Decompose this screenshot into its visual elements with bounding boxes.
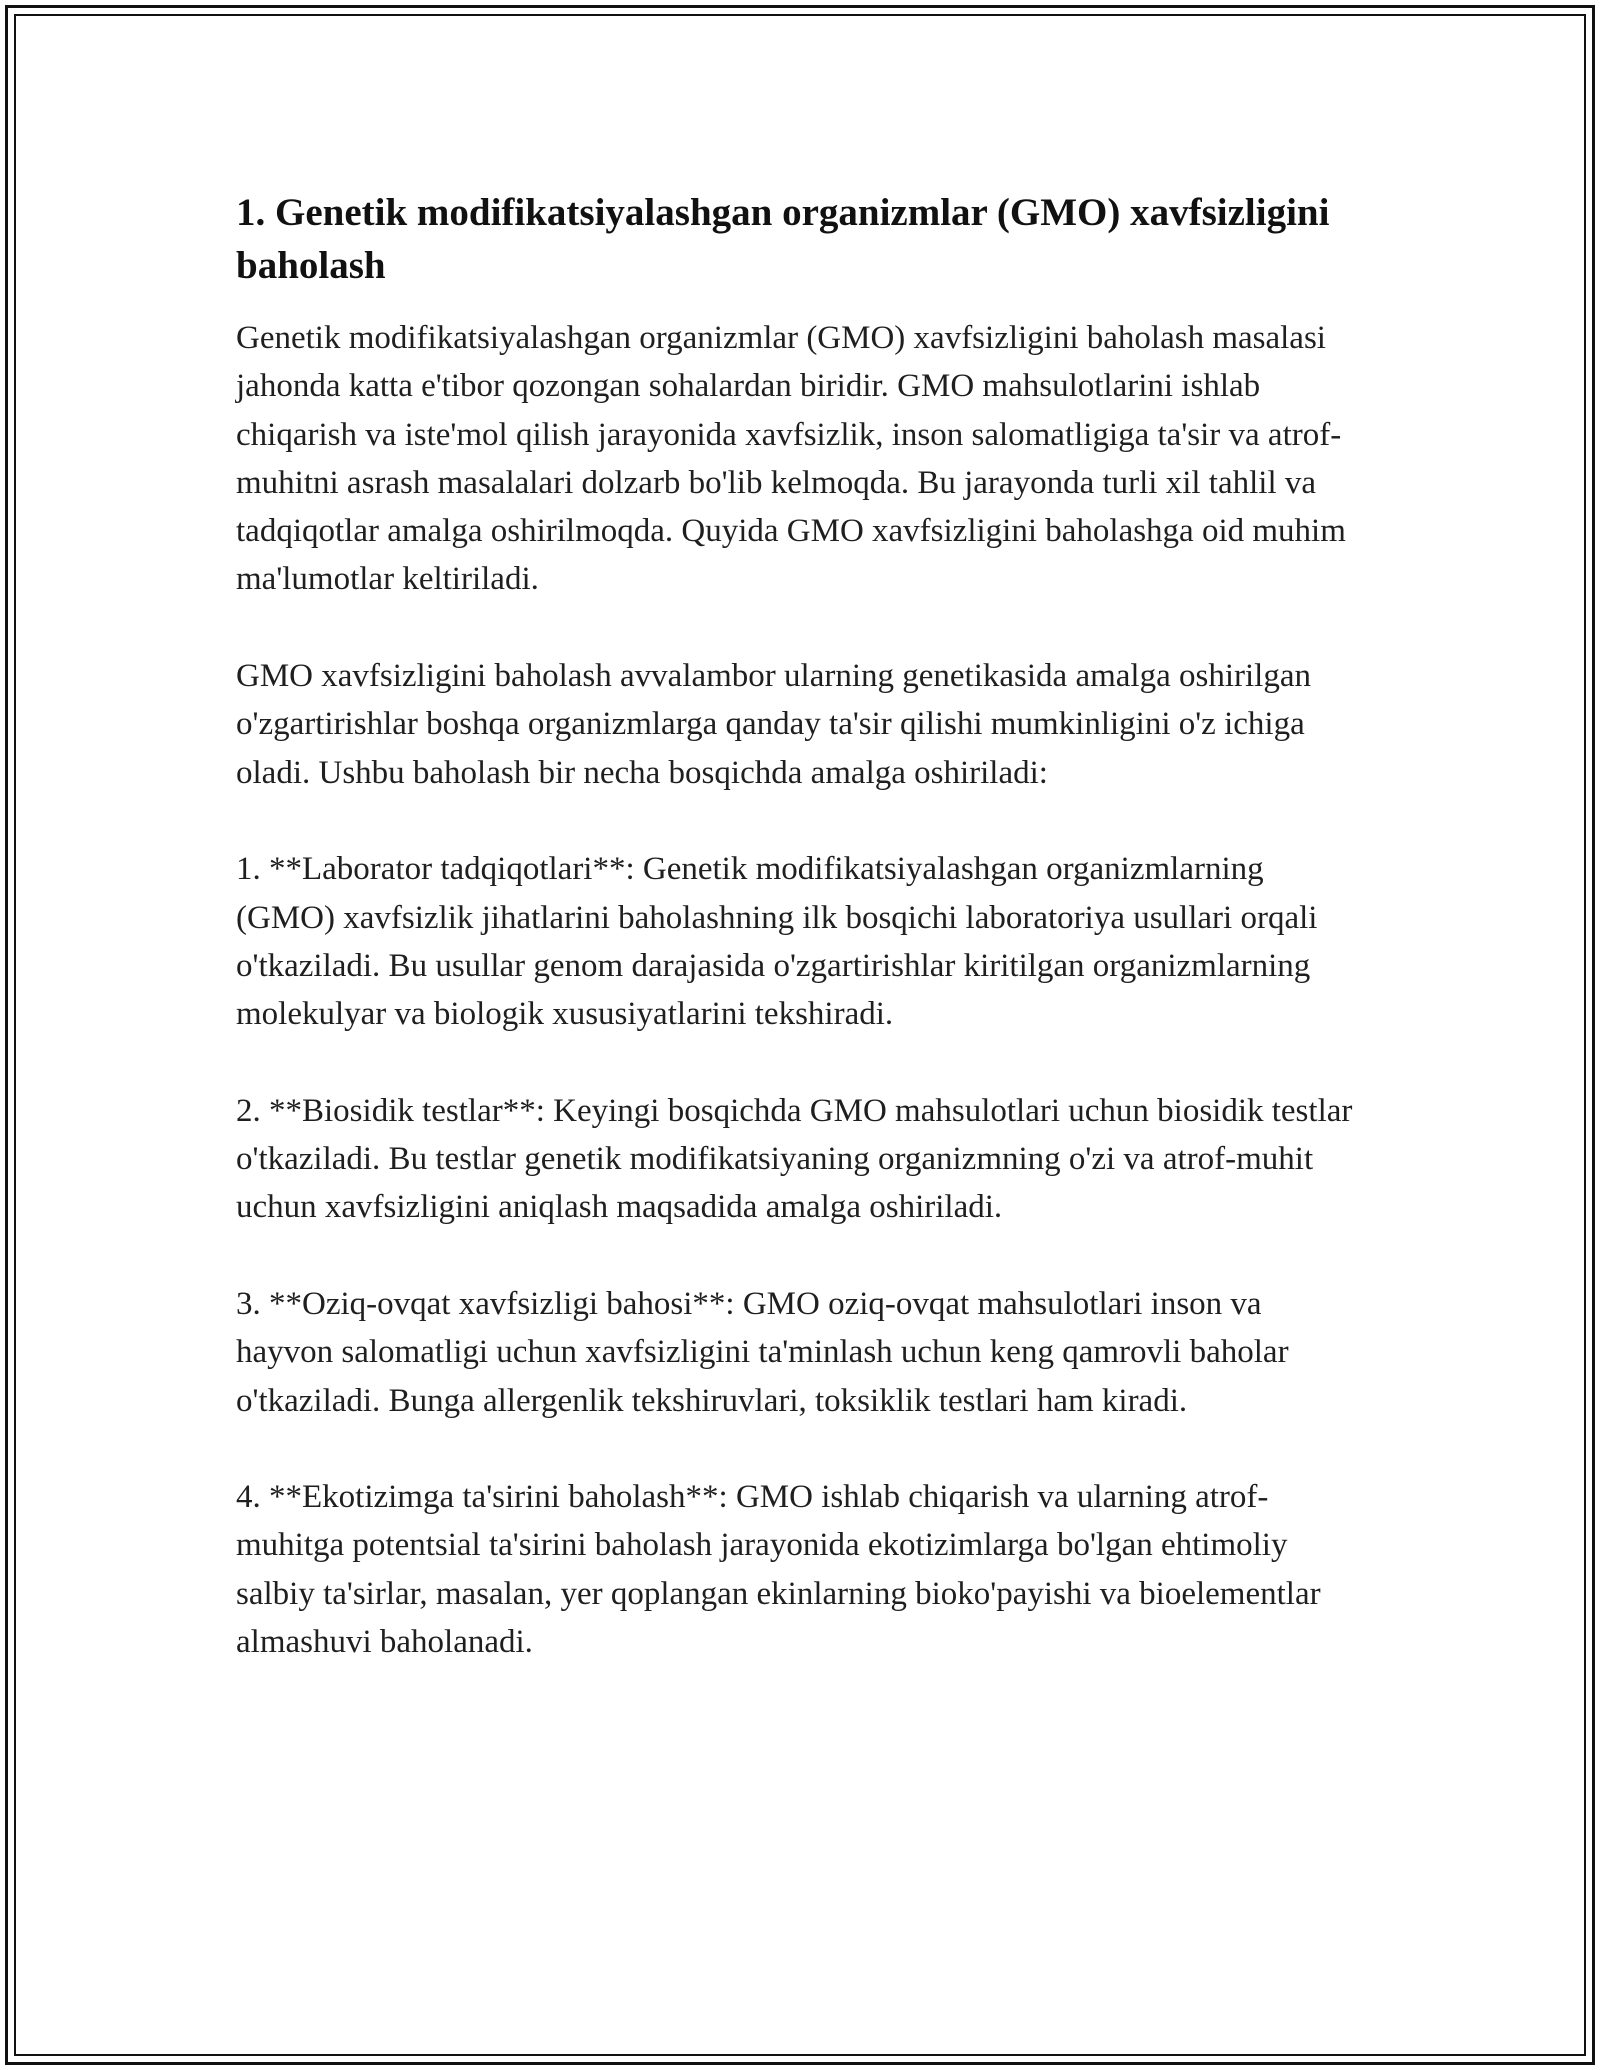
list-item-food-safety: 3. **Oziq-ovqat xavfsizligi bahosi**: GMO oziq-ovqat mahsulotlari inson va hayvon salomatligi uchun xavfsizligini ta'minlash uchun keng qamrovli baholar o'tkaziladi. Bunga allergenlik tekshiruvlari, toksiklik testlari ham kiradi. xyxy=(236,1285,1289,1419)
stages-paragraph: GMO xavfsizligini baholash avvalambor ularning genetikasida amalga oshirilgan o'zgartirishlar boshqa organizmlarga qanday ta'sir qilishi mumkinligini o'z ichiga oladi. Ushbu baholash bir necha bosqichda amalga oshiriladi: xyxy=(236,658,1311,791)
list-item-laboratory: 1. **Laborator tadqiqotlari**: Genetik modifikatsiyalashgan organizmlarning (GMO) xavfsizlik jihatlarini baholashning ilk bosqichi laboratoriya usullari orqali o'tkaziladi. Bu usullar genom darajasida o'zgartirishlar kiritilgan organizmlarning molekulyar va biologik xususiyatlarini tekshiradi. xyxy=(236,851,1318,1033)
document-body xyxy=(236,186,1366,1715)
list-item-ecosystem: 4. **Ekotizimga ta'sirini baholash**: GMO ishlab chiqarish va ularning atrof-muhitga potentsial ta'sirini baholash jarayonida ekotizimlarga bo'lgan ehtimoliy salbiy ta'sirlar, masalan, yer qoplangan ekinlarning bioko'payishi va bioelementlar almashuvi baholanadi. xyxy=(236,1479,1321,1661)
intro-paragraph: Genetik modifikatsiyalashgan organizmlar (GMO) xavfsizligini baholash masalasi jahonda katta e'tibor qozongan sohalardan biridir. GMO mahsulotlarini ishlab chiqarish va iste'mol qilish jarayonida xavfsizlik, inson salomatligiga ta'sir va atrof-muhitni asrash masalalari dolzarb bo'lib kelmoqda. Bu jarayonda turli xil tahlil va tadqiqotlar amalga oshirilmoqda. Quyida GMO xavfsizligini baholashga oid muhim ma'lumotlar keltiriladi. xyxy=(236,320,1346,598)
section-title: 1. Genetik modifikatsiyalashgan organizmlar (GMO) xavfsizligini baholash xyxy=(236,191,1330,287)
list-item-biosidic-tests: 2. **Biosidik testlar**: Keyingi bosqichda GMO mahsulotlari uchun biosidik testlar o'tkaziladi. Bu testlar genetik modifikatsiyaning organizmning o'zi va atrof-muhit uchun xavfsizligini aniqlash maqsadida amalga oshiriladi. xyxy=(236,1092,1353,1226)
